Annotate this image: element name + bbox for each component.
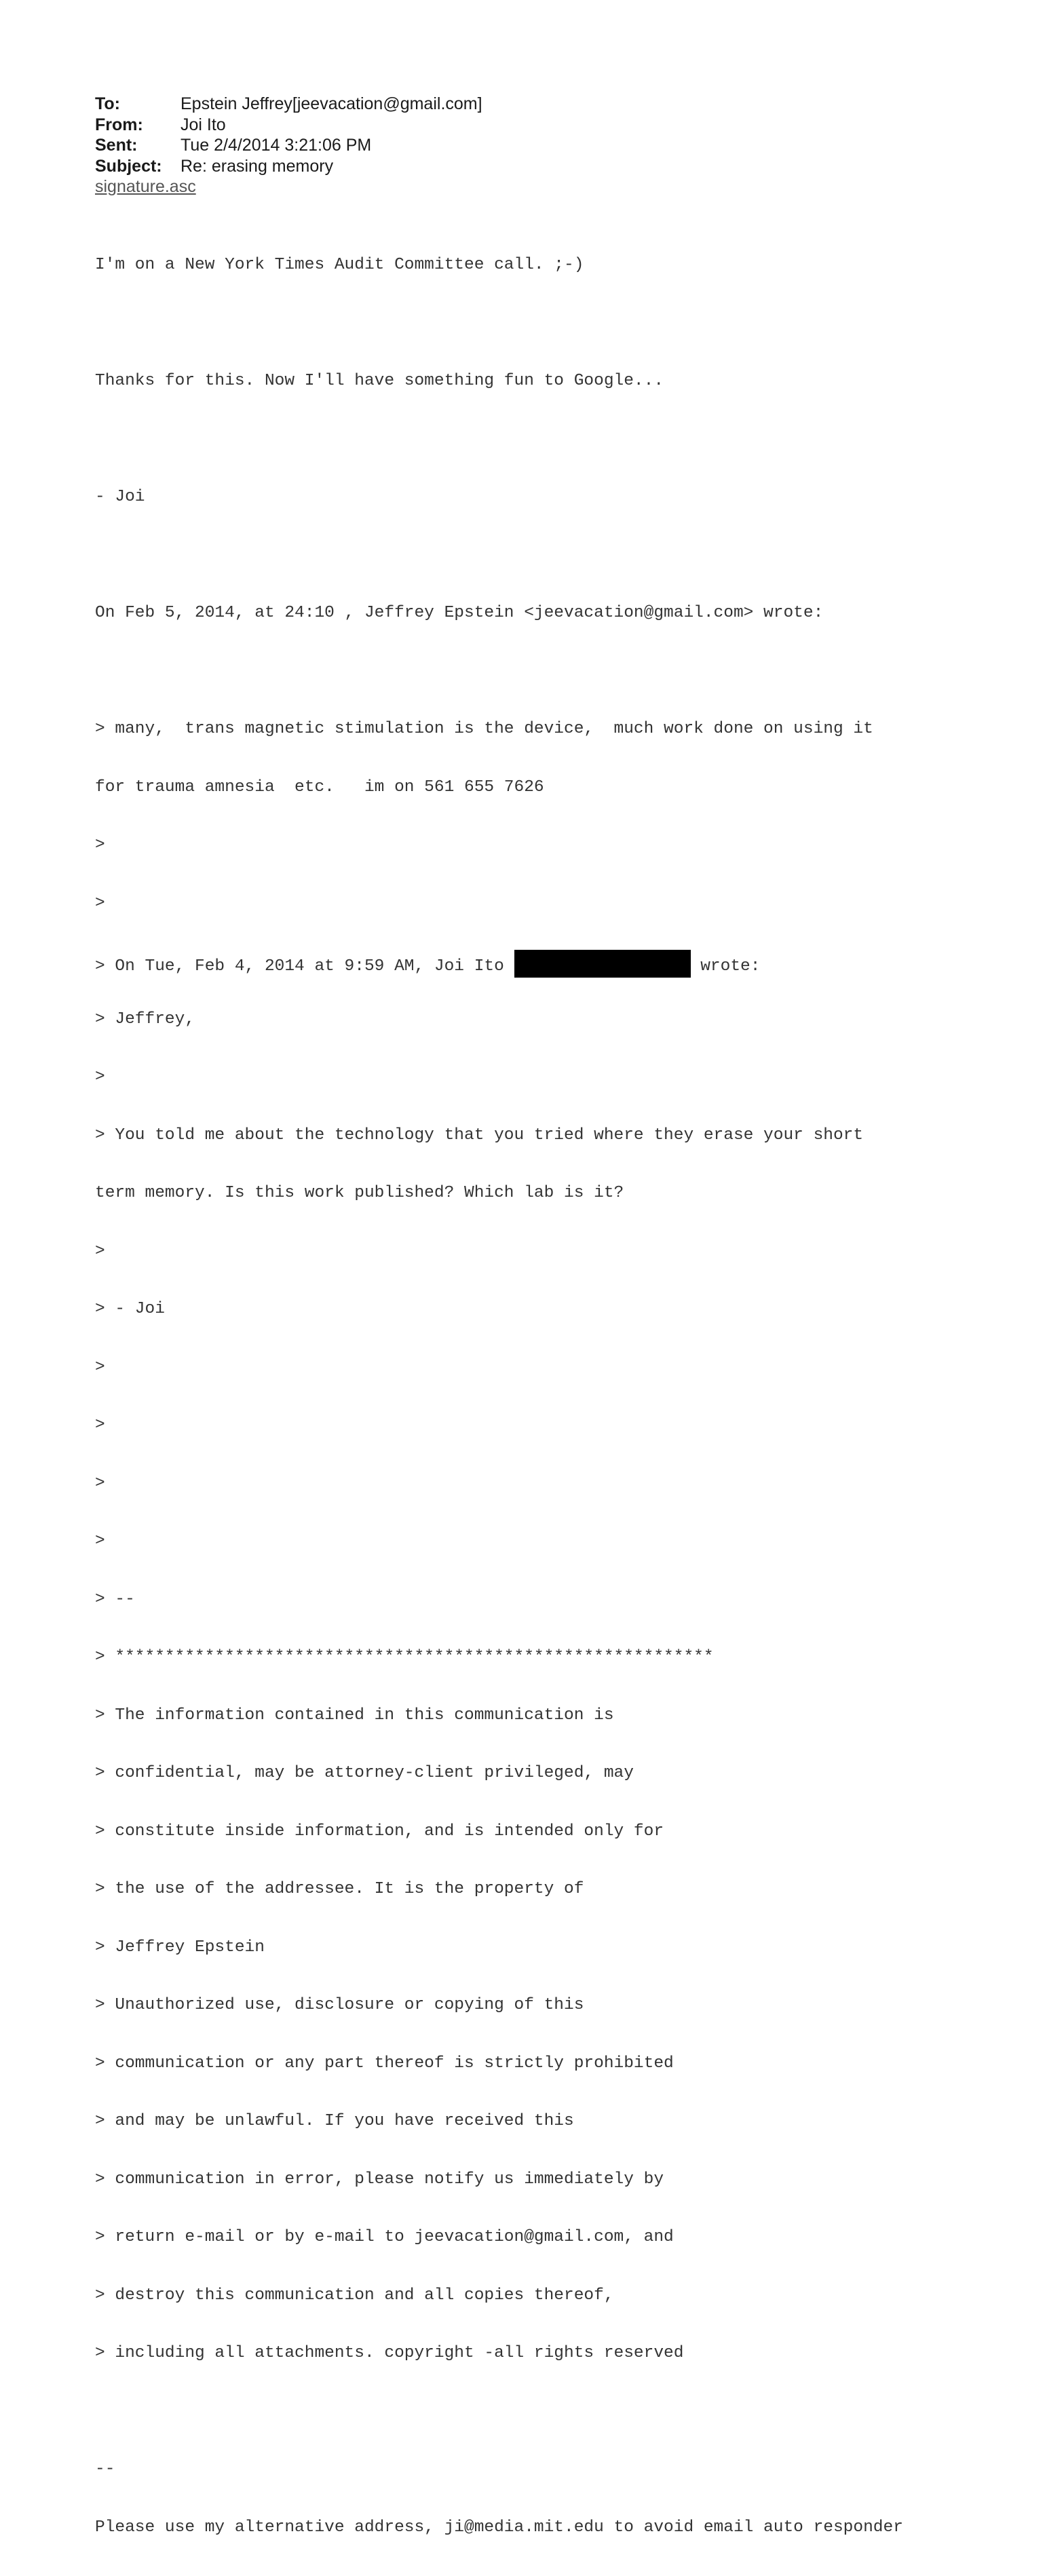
disclaimer-line: > communication in error, please notify us immediately by xyxy=(95,2170,664,2189)
disclaimer-line: > The information contained in this communication is xyxy=(95,1706,614,1725)
sent-value: Tue 2/4/2014 3:21:06 PM xyxy=(180,136,372,155)
to-label: To: xyxy=(95,94,121,113)
body-line xyxy=(95,662,903,682)
quoted-line: term memory. Is this work published? Which lab is it? xyxy=(95,1184,624,1202)
quoted-line: > xyxy=(95,1242,105,1261)
quoted-line: > xyxy=(95,1068,105,1086)
body-line: Thanks for this. Now I'll have something fun to Google... xyxy=(95,372,664,390)
disclaimer-line: > communication or any part thereof is strictly prohibited xyxy=(95,2054,674,2073)
quoted-line: > -- xyxy=(95,1590,135,1609)
email-body xyxy=(95,217,903,2576)
to-value: Epstein Jeffrey[jeevacation@gmail.com] xyxy=(180,94,482,113)
quoted-line: > You told me about the technology that you tried where they erase your short xyxy=(95,1126,864,1145)
quoted-line: > xyxy=(95,1358,105,1377)
subject-label: Subject: xyxy=(95,156,162,176)
quoted-line: > xyxy=(95,893,105,912)
subject-value: Re: erasing memory xyxy=(180,156,334,176)
body-line xyxy=(95,546,903,566)
sent-label: Sent: xyxy=(95,136,138,155)
signature-line: Please use my alternative address, ji@media.mit.edu to avoid email auto responder xyxy=(95,2518,903,2537)
attachment-link[interactable]: signature.asc xyxy=(95,177,196,196)
quoted-line: > xyxy=(95,1416,105,1434)
disclaimer-line: > including all attachments. copyright -all rights reserved xyxy=(95,2344,684,2362)
email-header-block xyxy=(95,94,482,197)
disclaimer-line: > the use of the addressee. It is the property of xyxy=(95,1880,584,1898)
quoted-attribution-line xyxy=(95,952,903,976)
disclaimer-line: > destroy this communication and all copies thereof, xyxy=(95,2286,614,2305)
disclaimer-line: > Unauthorized use, disclosure or copying of this xyxy=(95,1996,584,2014)
quoted-line: > many, trans magnetic stimulation is the device, much work done on using it xyxy=(95,720,873,738)
reply-attribution-line: On Feb 5, 2014, at 24:10 , Jeffrey Epstein <jeevacation@gmail.com> wrote: xyxy=(95,604,824,622)
signoff-line: - Joi xyxy=(95,488,145,506)
from-row xyxy=(95,115,482,136)
quoted-separator-line: > ************************************************************ xyxy=(95,1648,714,1666)
quoted-line: > xyxy=(95,1474,105,1493)
body-line xyxy=(95,2402,903,2422)
disclaimer-line: > Jeffrey Epstein xyxy=(95,1938,265,1957)
redaction-box xyxy=(514,950,691,978)
disclaimer-line: > and may be unlawful. If you have received this xyxy=(95,2112,574,2130)
body-line: I'm on a New York Times Audit Committee call. ;-) xyxy=(95,256,584,274)
quoted-attribution-suffix: wrote: xyxy=(690,957,761,976)
signature-separator: -- xyxy=(95,2460,115,2478)
quoted-line: for trauma amnesia etc. im on 561 655 7626 xyxy=(95,777,544,796)
from-value: Joi Ito xyxy=(180,115,226,134)
to-row xyxy=(95,94,482,115)
body-line xyxy=(95,314,903,334)
disclaimer-line: > confidential, may be attorney-client privileged, may xyxy=(95,1764,634,1782)
quoted-line: > xyxy=(95,836,105,854)
quoted-attribution-prefix: > On Tue, Feb 4, 2014 at 9:59 AM, Joi Ito xyxy=(95,957,514,976)
disclaimer-line: > constitute inside information, and is intended only for xyxy=(95,1822,664,1841)
sent-row xyxy=(95,135,482,156)
quoted-line: > - Joi xyxy=(95,1300,165,1318)
disclaimer-line: > return e-mail or by e-mail to jeevacation@gmail.com, and xyxy=(95,2228,674,2246)
from-label: From: xyxy=(95,115,143,134)
quoted-line: > xyxy=(95,1532,105,1550)
subject-row xyxy=(95,156,482,177)
quoted-line: > Jeffrey, xyxy=(95,1010,195,1029)
body-line xyxy=(95,430,903,450)
